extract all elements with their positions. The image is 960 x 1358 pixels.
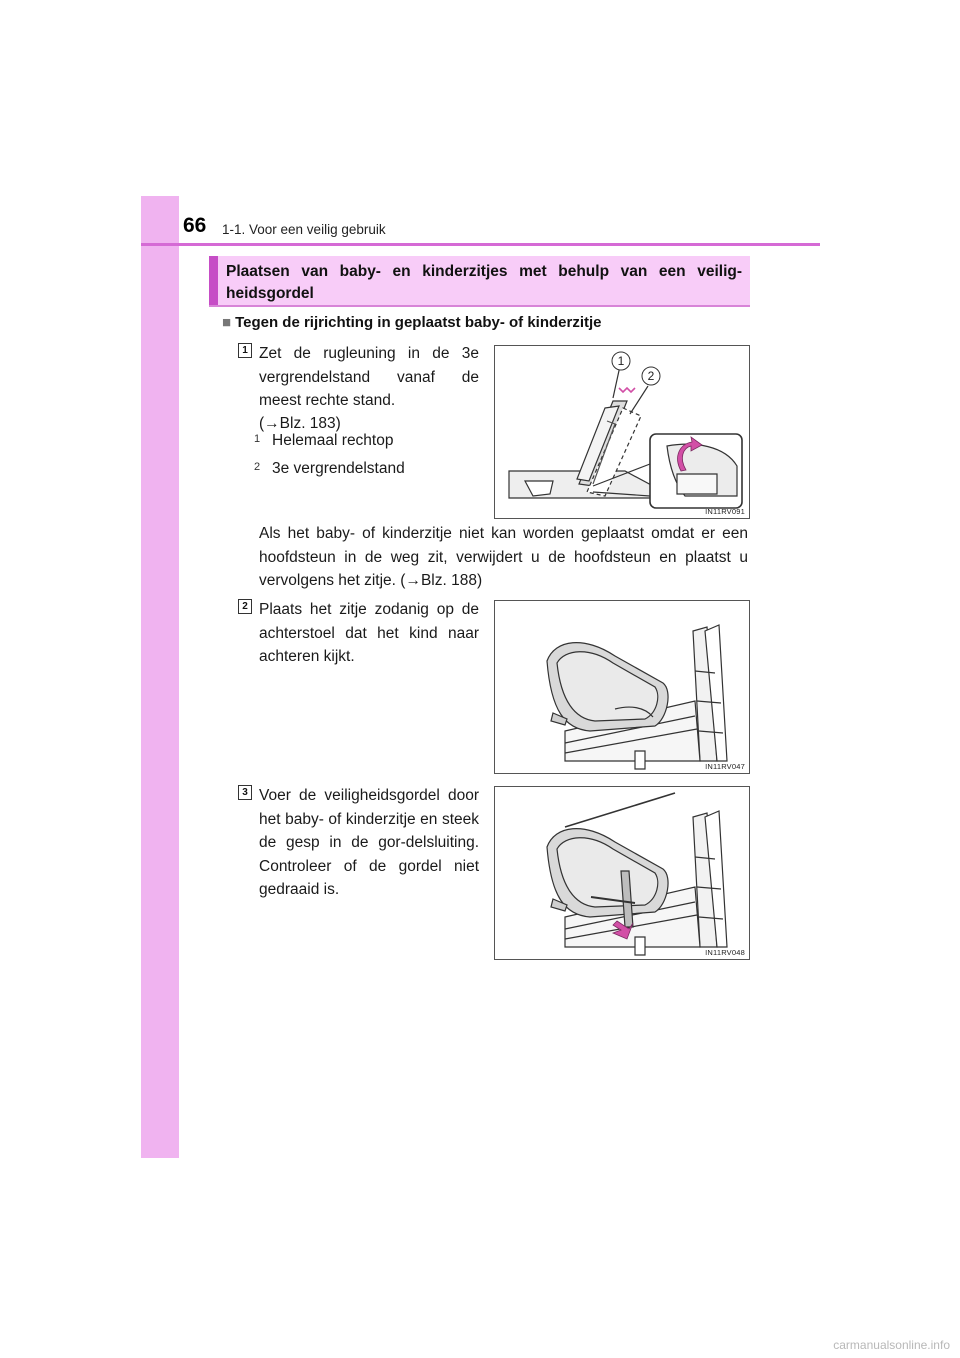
step-2-instruction: Plaats het zitje zodanig op de achterstoel dat het kind naar achteren kijkt. [259, 601, 479, 665]
step-number-2: 2 [238, 599, 252, 614]
callout-1 [254, 432, 393, 450]
figure-code-2: IN11RV047 [705, 762, 745, 771]
figure-code-1: IN11RV091 [705, 507, 745, 516]
step-1-instruction: Zet de rugleuning in de 3e vergrendelstand vanaf de meest rechte stand. [259, 345, 479, 409]
seatbelt-routing-illustration [495, 787, 749, 959]
square-bullet-icon: ■ [222, 314, 232, 331]
seat-recline-illustration [495, 346, 749, 518]
figure-callout-2: 2 [647, 369, 655, 383]
callout-2 [254, 460, 405, 478]
callout-number-1: 1 [254, 433, 261, 445]
page-number: 66 [183, 214, 207, 237]
figure-code-3: IN11RV048 [705, 948, 745, 957]
step-3-instruction: Voer de veiligheidsgordel door het baby- of kinderzitje en steek de gesp in de gor-delsluiting. Controleer of de gordel niet gedraaid is. [259, 787, 479, 898]
figure-seat-recline [494, 345, 750, 519]
section-title: Plaatsen van baby- en kinderzitjes met behulp van een veilig-heidsgordel [226, 263, 742, 302]
header-divider [141, 243, 820, 246]
step-1-note: Als het baby- of kinderzitje niet kan worden geplaatst omdat er een hoofdsteun in de weg zit, verwijdert u de hoofdsteun en plaatst u vervolgens het zitje. (→Blz. 188) [259, 525, 748, 589]
subheading [222, 314, 602, 331]
section-heading-box [209, 256, 750, 307]
step-number-3: 3 [238, 785, 252, 800]
callout-number-2: 2 [254, 461, 261, 473]
watermark: carmanualsonline.info [833, 1338, 950, 1352]
section-accent-bar [209, 256, 218, 305]
subheading-text: Tegen de rijrichting in geplaatst baby- of kinderzitje [235, 314, 602, 331]
figure-seatbelt-routing [494, 786, 750, 960]
chapter-side-tab [141, 196, 179, 1158]
step-number-1: 1 [238, 343, 252, 358]
callout-label-2: 3e vergrendelstand [272, 460, 405, 477]
step-1-page-reference: (→Blz. 183) [259, 415, 341, 432]
callout-label-1: Helemaal rechtop [272, 432, 394, 449]
figure-seat-placement [494, 600, 750, 774]
recline-angle-marker [619, 388, 635, 392]
seat-placement-illustration [495, 601, 749, 773]
figure-callout-1: 1 [617, 354, 625, 368]
chapter-title: 1-1. Voor een veilig gebruik [222, 222, 386, 237]
